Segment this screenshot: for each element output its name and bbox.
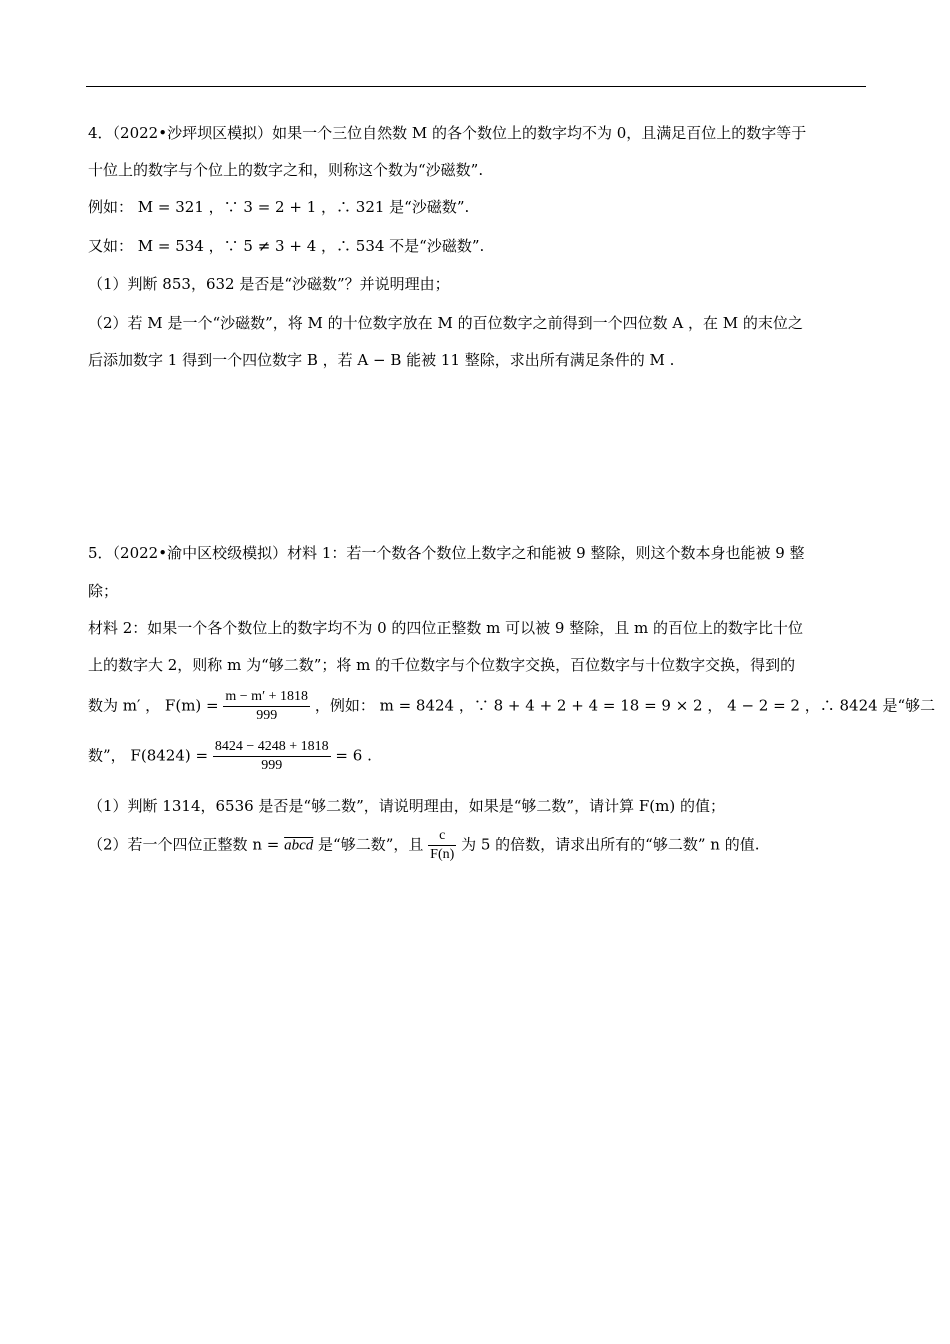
problem-4-question-2-line-1: （2）若 M 是一个“沙磁数”，将 M 的十位数字放在 M 的百位数字之前得到一个四位数 A ，在 M 的末位之 <box>88 314 803 332</box>
header-rule <box>86 86 866 87</box>
line-5-suffix: ，例如： m = 8424 ，∵ 8 + 4 + 2 + 4 = 18 = 9 × 2 ， 4 − 2 = 2 ，∴ 8424 是“够二 <box>314 696 936 715</box>
fraction-denominator: F(n) <box>430 847 455 862</box>
overline-abcd: abcd <box>284 837 314 854</box>
line-5-prefix: 数为 m′ ， F(m) = <box>88 696 219 715</box>
fraction-numerator: 8424 − 4248 + 1818 <box>213 738 331 757</box>
fraction-numerator: m − m′ + 1818 <box>223 688 310 707</box>
problem-4-question-2-line-2: 后添加数字 1 得到一个四位数字 B ，若 A − B 能被 11 整除，求出所有满足条件的 M . <box>88 351 675 369</box>
problem-5-question-1: （1）判断 1314，6536 是否是“够二数”，请说明理由，如果是“够二数”，请计算 F(m) 的值； <box>88 797 725 815</box>
problem-5-question-2 <box>88 827 759 864</box>
question-2-middle: 是“够二数”，且 <box>318 835 424 854</box>
problem-4-question-1: （1）判断 853，632 是否是“沙磁数”？并说明理由； <box>88 275 450 293</box>
problem-4-line-2: 十位上的数字与个位上的数字之和，则称这个数为“沙磁数”. <box>88 161 484 179</box>
fraction-F-8424 <box>213 738 331 775</box>
fraction-F-m <box>223 688 310 725</box>
problem-4-line-3: 例如： M = 321 ，∵ 3 = 2 + 1 ，∴ 321 是“沙磁数”. <box>88 198 470 216</box>
problem-4-line-4: 又如： M = 534 ，∵ 5 ≠ 3 + 4 ，∴ 534 不是“沙磁数”. <box>88 237 485 255</box>
problem-5-line-1: 5．（2022•渝中区校级模拟）材料 1：若一个数各个数位上数字之和能被 9 整除，则这个数本身也能被 9 整 <box>88 544 805 562</box>
fraction-denominator: 999 <box>256 708 278 723</box>
problem-5-line-2: 除； <box>88 582 119 600</box>
problem-5-line-4: 上的数字大 2，则称 m 为“够二数”；将 m 的千位数字与个位数字交换，百位数字与十位数字交换，得到的 <box>88 656 796 674</box>
problem-5-line-5 <box>88 688 935 725</box>
line-6-suffix: = 6 . <box>335 746 372 765</box>
fraction-c-over-F-n <box>428 827 456 864</box>
fraction-denominator: 999 <box>261 758 283 773</box>
question-2-prefix: （2）若一个四位正整数 n = <box>88 835 280 854</box>
problem-5-line-6 <box>88 738 372 775</box>
question-2-suffix: 为 5 的倍数，请求出所有的“够二数” n 的值. <box>461 835 760 854</box>
problem-5-line-3: 材料 2：如果一个各个数位上的数字均不为 0 的四位正整数 m 可以被 9 整除，且 m 的百位上的数字比十位 <box>88 619 803 637</box>
problem-4-line-1: 4．（2022•沙坪坝区模拟）如果一个三位自然数 M 的各个数位上的数字均不为 0，且满足百位上的数字等于 <box>88 124 807 142</box>
line-6-prefix: 数”， F(8424) = <box>88 746 209 765</box>
fraction-numerator: c <box>428 827 456 846</box>
